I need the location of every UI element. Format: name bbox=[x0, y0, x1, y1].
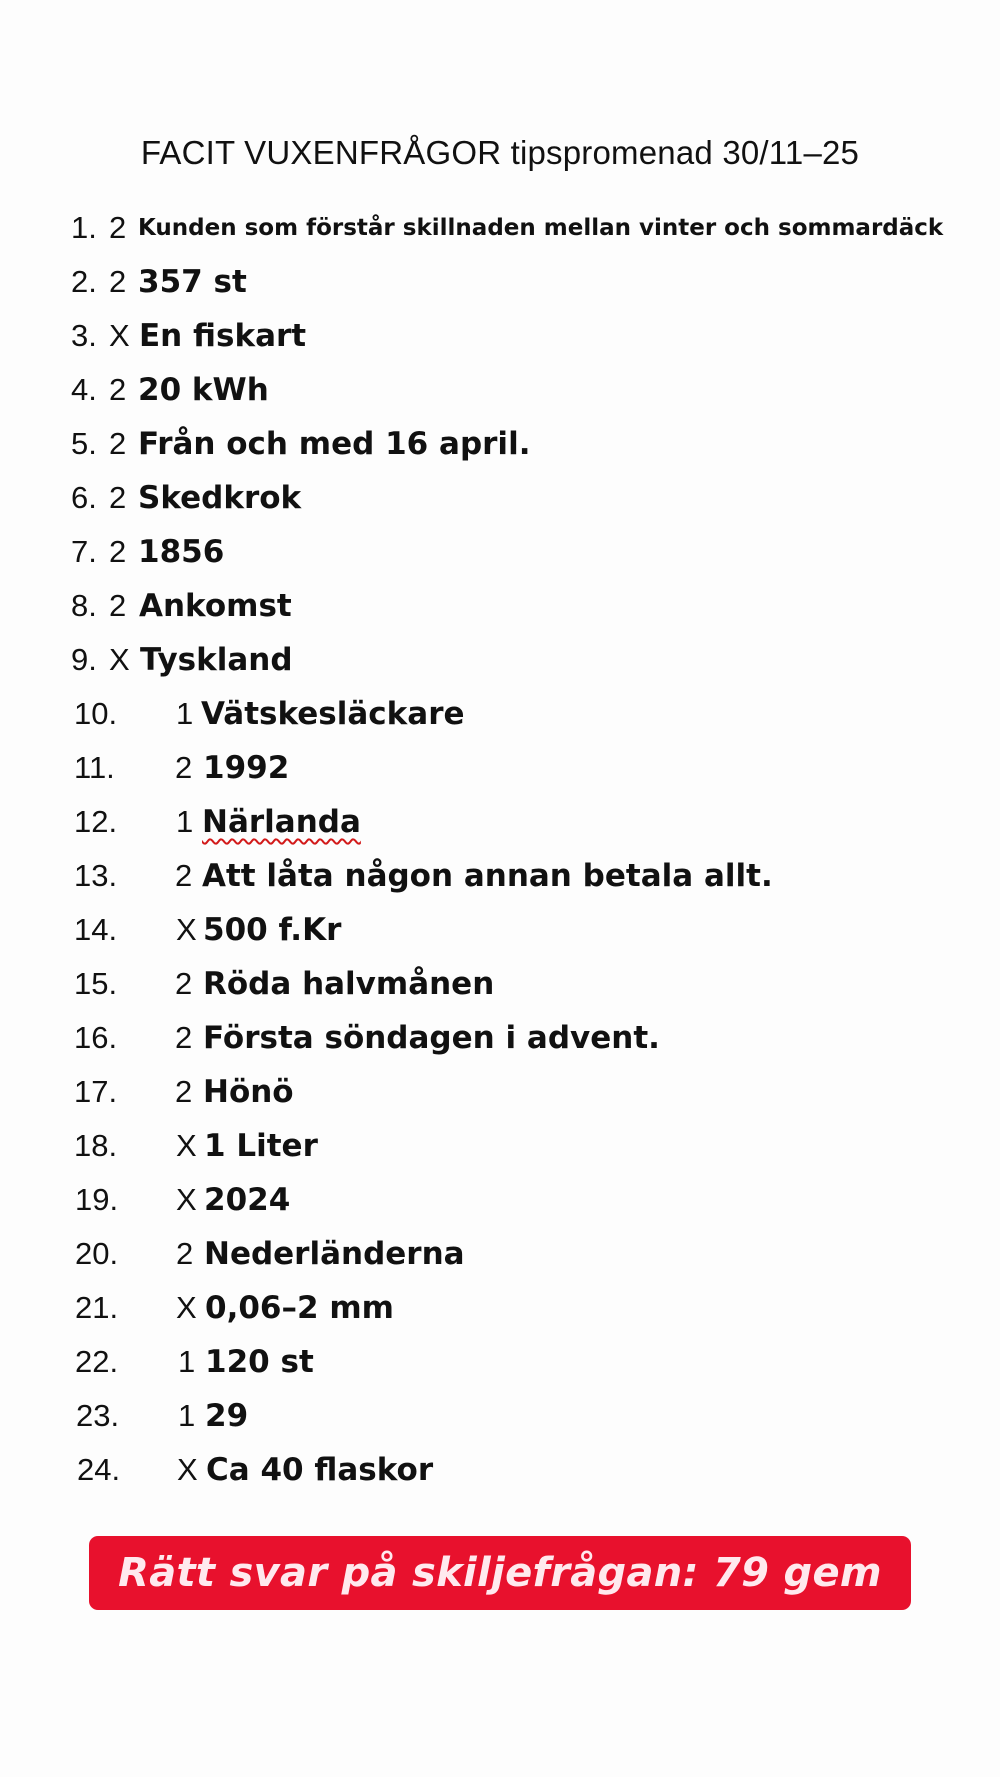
answer-row bbox=[0, 1018, 1000, 1072]
answer-row bbox=[0, 208, 1000, 262]
answer-row bbox=[0, 1072, 1000, 1126]
answer-text: Från och med 16 april. bbox=[138, 426, 531, 462]
answer-symbol: 1 bbox=[178, 1398, 196, 1433]
answer-row bbox=[0, 586, 1000, 640]
question-number: 18. bbox=[74, 1128, 118, 1163]
answer-text: 2024 bbox=[204, 1182, 291, 1218]
answer-text: 1992 bbox=[203, 750, 290, 786]
question-number: 20. bbox=[75, 1236, 119, 1271]
question-number: 16. bbox=[74, 1020, 118, 1055]
question-number: 11. bbox=[74, 750, 115, 785]
answer-row bbox=[0, 370, 1000, 424]
answer-text: Skedkrok bbox=[138, 480, 302, 516]
answer-text: Röda halvmånen bbox=[203, 966, 495, 1002]
answer-symbol: X bbox=[176, 912, 197, 947]
answer-symbol: 2 bbox=[109, 480, 127, 515]
tiebreaker-answer-text: Rätt svar på skiljefrågan: 79 gem bbox=[118, 1550, 882, 1596]
question-number: 14. bbox=[74, 912, 118, 947]
question-number: 5. bbox=[71, 426, 97, 461]
answer-symbol: 1 bbox=[176, 804, 194, 839]
question-number: 22. bbox=[75, 1344, 119, 1379]
answer-text: 357 st bbox=[138, 264, 247, 300]
question-number: 13. bbox=[74, 858, 118, 893]
answer-symbol: 2 bbox=[109, 372, 127, 407]
answer-text: Hönö bbox=[203, 1074, 294, 1110]
question-number: 12. bbox=[74, 804, 118, 839]
answer-row bbox=[0, 694, 1000, 748]
answer-row bbox=[0, 856, 1000, 910]
answer-symbol: 2 bbox=[109, 426, 127, 461]
answer-text: Vätskesläckare bbox=[201, 696, 465, 732]
question-number: 4. bbox=[71, 372, 97, 407]
question-number: 8. bbox=[71, 588, 97, 623]
answer-text: 0,06–2 mm bbox=[205, 1290, 394, 1326]
question-number: 24. bbox=[77, 1452, 121, 1487]
answer-symbol: X bbox=[176, 1128, 197, 1163]
answer-text: Kunden som förstår skillnaden mellan vinter och sommardäck bbox=[138, 215, 944, 241]
answer-symbol: 2 bbox=[175, 1020, 193, 1055]
answer-symbol: 1 bbox=[178, 1344, 196, 1379]
question-number: 19. bbox=[75, 1182, 119, 1217]
answer-text: Ankomst bbox=[139, 588, 292, 624]
answer-symbol: 2 bbox=[109, 588, 127, 623]
answer-text: Första söndagen i advent. bbox=[203, 1020, 660, 1056]
question-number: 1. bbox=[71, 210, 97, 245]
answer-row bbox=[0, 1180, 1000, 1234]
answer-row bbox=[0, 1342, 1000, 1396]
question-number: 17. bbox=[74, 1074, 118, 1109]
question-number: 6. bbox=[71, 480, 97, 515]
answer-text: Tyskland bbox=[140, 642, 293, 678]
answer-row bbox=[0, 532, 1000, 586]
answer-row bbox=[0, 748, 1000, 802]
answer-row bbox=[0, 802, 1000, 856]
answer-row bbox=[0, 1396, 1000, 1450]
answer-text: 1856 bbox=[138, 534, 225, 570]
answer-row bbox=[0, 1126, 1000, 1180]
answer-text: Ca 40 flaskor bbox=[206, 1452, 434, 1488]
answer-text: 29 bbox=[205, 1398, 249, 1434]
answer-text: 20 kWh bbox=[138, 372, 269, 408]
answer-text: 500 f.Kr bbox=[203, 912, 342, 948]
answer-row bbox=[0, 910, 1000, 964]
answer-text: Närlanda bbox=[202, 804, 361, 840]
page-title: FACIT VUXENFRÅGOR tipspromenad 30/11–25 bbox=[140, 134, 860, 171]
answer-row bbox=[0, 964, 1000, 1018]
answer-symbol: 2 bbox=[175, 750, 193, 785]
answer-row bbox=[0, 262, 1000, 316]
question-number: 10. bbox=[74, 696, 118, 731]
question-number: 23. bbox=[76, 1398, 120, 1433]
question-number: 7. bbox=[71, 534, 97, 569]
answer-row bbox=[0, 1234, 1000, 1288]
answer-symbol: X bbox=[109, 642, 130, 677]
tiebreaker-answer-banner bbox=[89, 1536, 911, 1610]
question-number: 15. bbox=[74, 966, 118, 1001]
answer-symbol: 2 bbox=[176, 1236, 194, 1271]
answer-row bbox=[0, 316, 1000, 370]
answer-text: Att låta någon annan betala allt. bbox=[202, 858, 773, 894]
answer-row bbox=[0, 1288, 1000, 1342]
question-number: 3. bbox=[71, 318, 97, 353]
answer-symbol: X bbox=[109, 318, 130, 353]
answer-row bbox=[0, 640, 1000, 694]
answer-symbol: X bbox=[176, 1290, 197, 1325]
answer-symbol: 2 bbox=[175, 858, 193, 893]
answer-row bbox=[0, 1450, 1000, 1504]
question-number: 21. bbox=[75, 1290, 119, 1325]
question-number: 2. bbox=[71, 264, 97, 299]
answer-symbol: X bbox=[176, 1182, 197, 1217]
answer-row bbox=[0, 478, 1000, 532]
answer-symbol: 2 bbox=[109, 534, 127, 569]
answer-symbol: 2 bbox=[175, 966, 193, 1001]
question-number: 9. bbox=[71, 642, 97, 677]
answer-symbol: 2 bbox=[109, 210, 127, 245]
answer-text: En fiskart bbox=[139, 318, 307, 354]
answer-text: Nederländerna bbox=[204, 1236, 465, 1272]
answer-symbol: 2 bbox=[109, 264, 127, 299]
answer-symbol: X bbox=[177, 1452, 198, 1487]
answer-text: 120 st bbox=[205, 1344, 314, 1380]
answer-row bbox=[0, 424, 1000, 478]
answer-symbol: 1 bbox=[176, 696, 194, 731]
answer-symbol: 2 bbox=[175, 1074, 193, 1109]
answer-text: 1 Liter bbox=[204, 1128, 318, 1164]
